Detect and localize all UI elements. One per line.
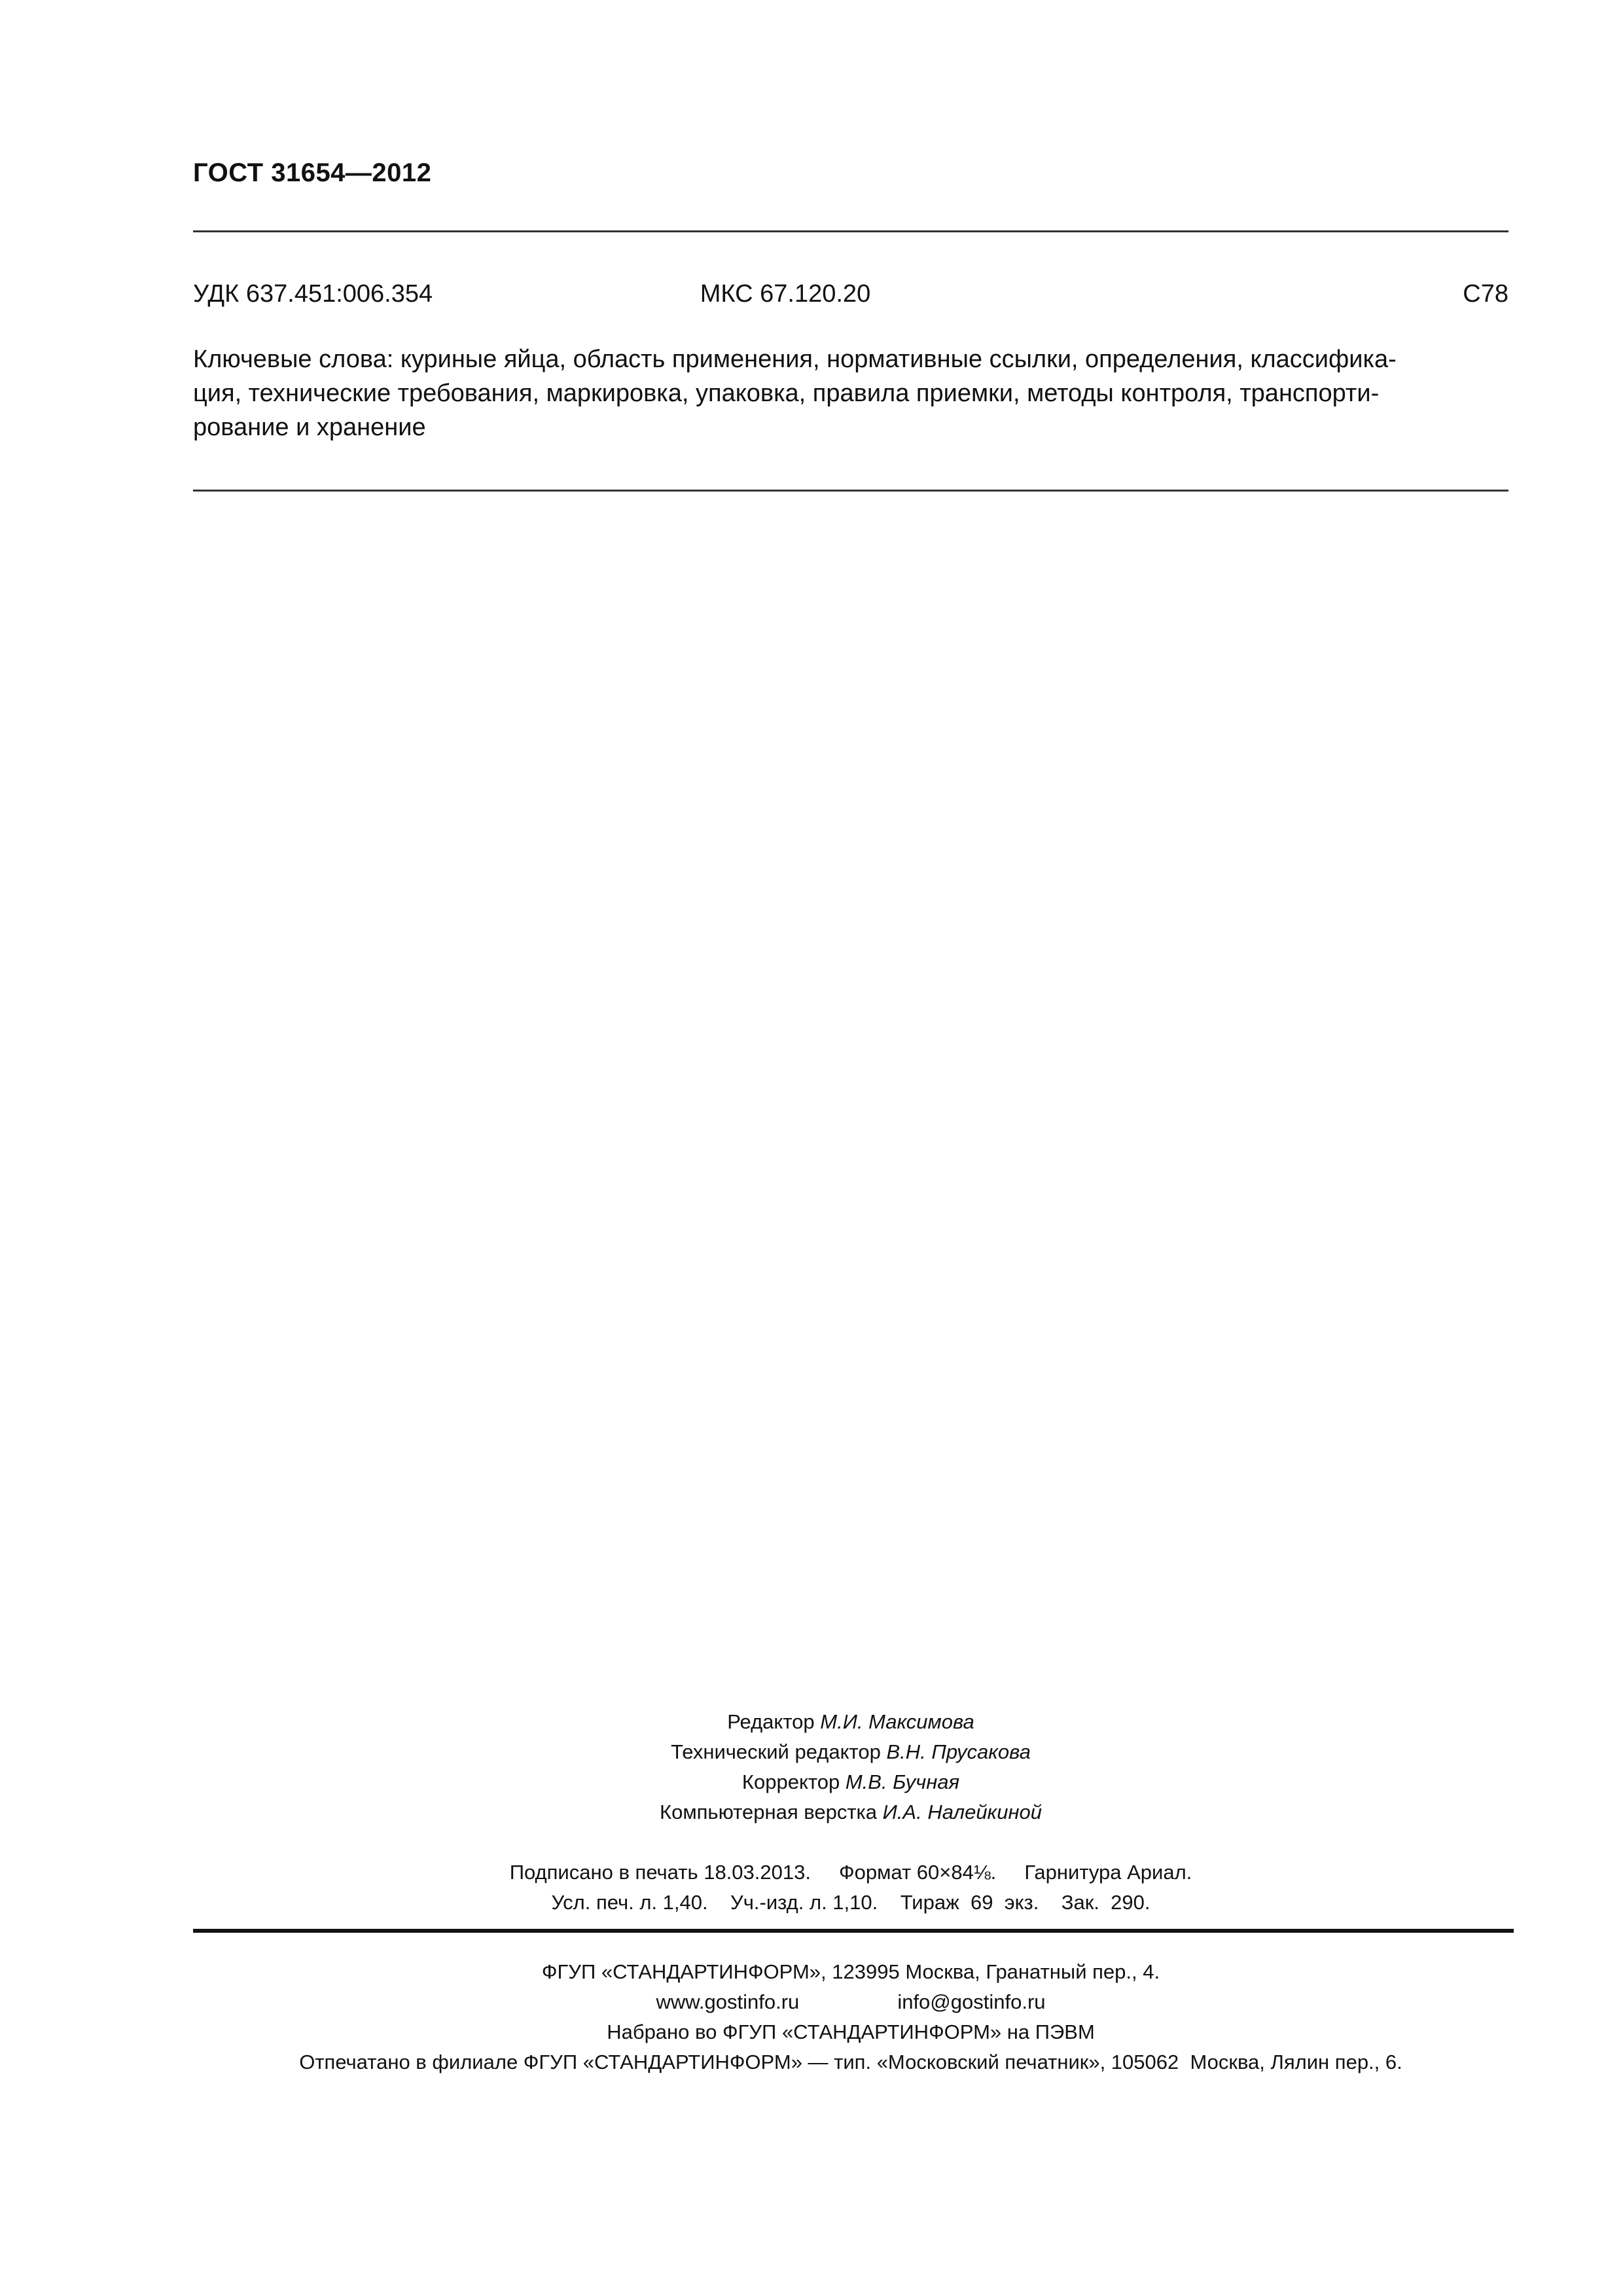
tech-editor-row [193, 1737, 1508, 1767]
keywords-divider [193, 490, 1508, 492]
publisher-contacts [193, 1987, 1508, 2017]
credits-block [193, 1707, 1508, 1827]
publisher-block [193, 1957, 1508, 2077]
document-number: ГОСТ 31654—2012 [193, 158, 432, 187]
publisher-address: ФГУП «СТАНДАРТИНФОРМ», 123995 Москва, Гранатный пер., 4. [541, 1960, 1160, 1983]
publisher-website: www.gostinfo.ru [656, 1990, 800, 2013]
keywords-line: ция, технические требования, маркировка, упаковка, правила приемки, методы контроля, транспорти- [193, 380, 1380, 407]
udk-code: УДК 637.451:006.354 [193, 280, 433, 308]
okstu-code: С78 [1463, 280, 1508, 308]
editor-name: М.И. Максимова [820, 1710, 974, 1733]
editor-role: Редактор [727, 1710, 821, 1733]
print-info-line: Подписано в печать 18.03.2013. Формат 60×84⅛. Гарнитура Ариал. [509, 1861, 1192, 1884]
print-info-block [193, 1857, 1508, 1918]
tech-editor-role: Технический редактор [671, 1740, 887, 1763]
keywords-line: Ключевые слова: куриные яйца, область применения, нормативные ссылки, определения, классифика- [193, 346, 1397, 373]
layout-role: Компьютерная верстка [660, 1801, 883, 1823]
header-divider [193, 230, 1508, 232]
keywords-line: рование и хранение [193, 414, 426, 441]
layout-name: И.А. Налейкиной [882, 1801, 1042, 1823]
corrector-name: М.В. Бучная [845, 1770, 960, 1793]
mks-code: МКС 67.120.20 [700, 280, 871, 308]
publisher-printed: Отпечатано в филиале ФГУП «СТАНДАРТИНФОРМ» — тип. «Московский печатник», 105062 Москва, Лялин пер., 6. [299, 2051, 1402, 2073]
layout-row [193, 1797, 1508, 1827]
tech-editor-name: В.Н. Прусакова [886, 1740, 1031, 1763]
imprint-divider [193, 1929, 1514, 1933]
corrector-row [193, 1767, 1508, 1797]
print-info-line: Усл. печ. л. 1,40. Уч.-изд. л. 1,10. Тираж 69 экз. Зак. 290. [551, 1891, 1150, 1914]
keywords-block [193, 342, 1512, 444]
editor-row [193, 1707, 1508, 1737]
publisher-typeset: Набрано во ФГУП «СТАНДАРТИНФОРМ» на ПЭВМ [607, 2020, 1095, 2043]
classification-row [193, 280, 1508, 313]
publisher-email: info@gostinfo.ru [897, 1990, 1046, 2013]
corrector-role: Корректор [741, 1770, 846, 1793]
